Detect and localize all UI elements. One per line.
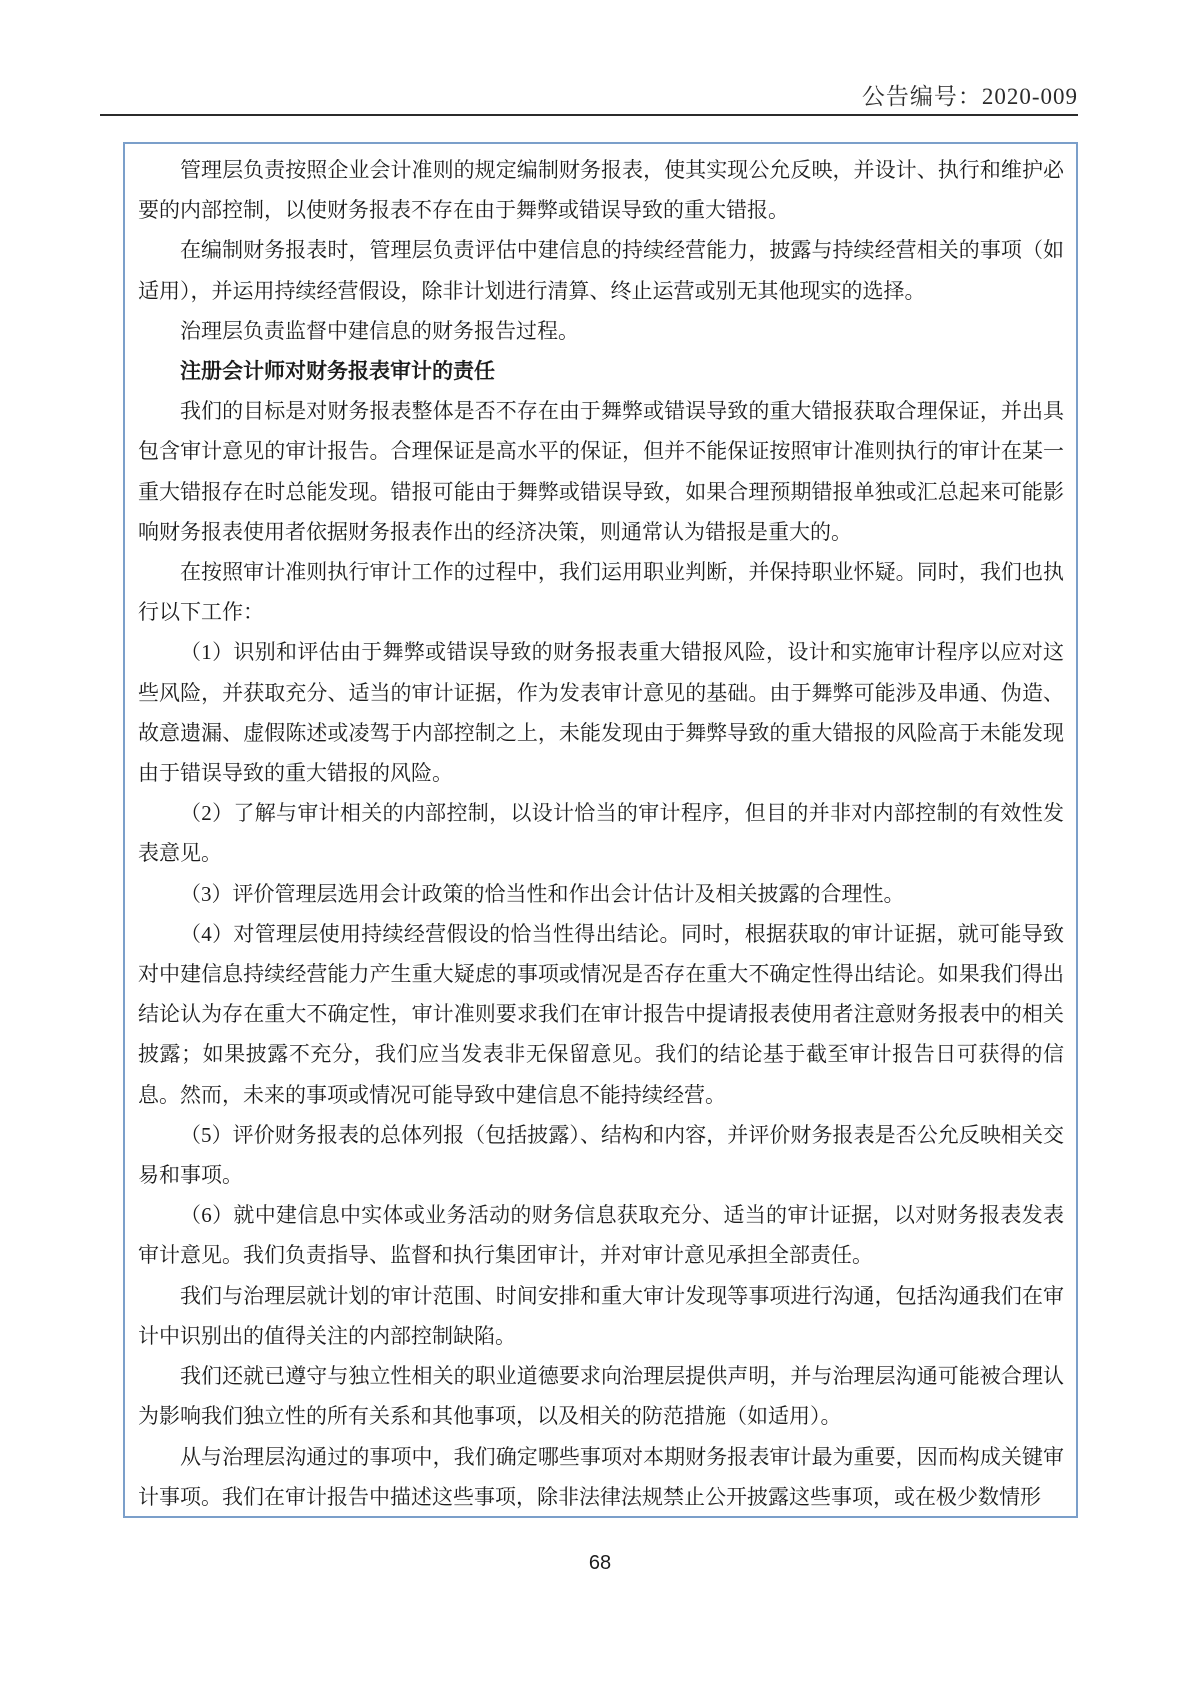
paragraph: 治理层负责监督中建信息的财务报告过程。 <box>180 318 579 343</box>
paragraph: 我们的目标是对财务报表整体是否不存在由于舞弊或错误导致的重大错报获取合理保证，并出具包含审计意见的审计报告。合理保证是高水平的保证，但并不能保证按照审计准则执行的审计在某一重大错报存在时总能发现。错报可能由于舞弊或错误导致，如果合理预期错报单独或汇总起来可能影响财务报表使用者依据财务报表作出的经济决策，则通常认为错报是重大的。 <box>138 399 1064 544</box>
page-number: 68 <box>588 1552 612 1574</box>
paragraph: （1）识别和评估由于舞弊或错误导致的财务报表重大错报风险，设计和实施审计程序以应对这些风险，并获取充分、适当的审计证据，作为发表审计意见的基础。由于舞弊可能涉及串通、伪造、故意遗漏、虚假陈述或凌驾于内部控制之上，未能发现由于舞弊导致的重大错报的风险高于未能发现由于错误导致的重大错报的风险。 <box>138 640 1064 786</box>
paragraph: 在编制财务报表时，管理层负责评估中建信息的持续经营能力，披露与持续经营相关的事项（如适用），并运用持续经营假设，除非计划进行清算、终止运营或别无其他现实的选择。 <box>138 238 1064 303</box>
paragraph: （5）评价财务报表的总体列报（包括披露）、结构和内容，并评价财务报表是否公允反映相关交易和事项。 <box>138 1122 1064 1188</box>
paragraph: （4）对管理层使用持续经营假设的恰当性得出结论。同时，根据获取的审计证据，就可能导致对中建信息持续经营能力产生重大疑虑的事项或情况是否存在重大不确定性得出结论。如果我们得出结论认为存在重大不确定性，审计准则要求我们在审计报告中提请报表使用者注意财务报表中的相关披露；如果披露不充分，我们应当发表非无保留意见。我们的结论基于截至审计报告日可获得的信息。然而，未来的事项或情况可能导致中建信息不能持续经营。 <box>138 921 1064 1107</box>
announcement-number: 公告编号：2020-009 <box>861 84 1078 109</box>
header-divider <box>100 114 1078 116</box>
paragraph: 在按照审计准则执行审计工作的过程中，我们运用职业判断，并保持职业怀疑。同时，我们也执行以下工作： <box>138 560 1064 625</box>
content-border-box <box>123 142 1078 1518</box>
paragraph: 我们与治理层就计划的审计范围、时间安排和重大审计发现等事项进行沟通，包括沟通我们在审计中识别出的值得关注的内部控制缺陷。 <box>138 1283 1064 1348</box>
paragraph: （2）了解与审计相关的内部控制，以设计恰当的审计程序，但目的并非对内部控制的有效性发表意见。 <box>138 801 1064 866</box>
paragraph: （3）评价管理层选用会计政策的恰当性和作出会计估计及相关披露的合理性。 <box>180 881 905 906</box>
paragraph: 从与治理层沟通过的事项中，我们确定哪些事项对本期财务报表审计最为重要，因而构成关键审计事项。我们在审计报告中描述这些事项，除非法律法规禁止公开披露这些事项，或在极少数情形 <box>138 1444 1064 1509</box>
section-heading: 注册会计师对财务报表审计的责任 <box>180 359 495 384</box>
paragraph: 管理层负责按照企业会计准则的规定编制财务报表，使其实现公允反映，并设计、执行和维护必要的内部控制，以使财务报表不存在由于舞弊或错误导致的重大错报。 <box>138 158 1064 223</box>
paragraph: （6）就中建信息中实体或业务活动的财务信息获取充分、适当的审计证据，以对财务报表发表审计意见。我们负责指导、监督和执行集团审计，并对审计意见承担全部责任。 <box>138 1203 1064 1268</box>
paragraph: 我们还就已遵守与独立性相关的职业道德要求向治理层提供声明，并与治理层沟通可能被合理认为影响我们独立性的所有关系和其他事项，以及相关的防范措施（如适用）。 <box>138 1364 1064 1429</box>
